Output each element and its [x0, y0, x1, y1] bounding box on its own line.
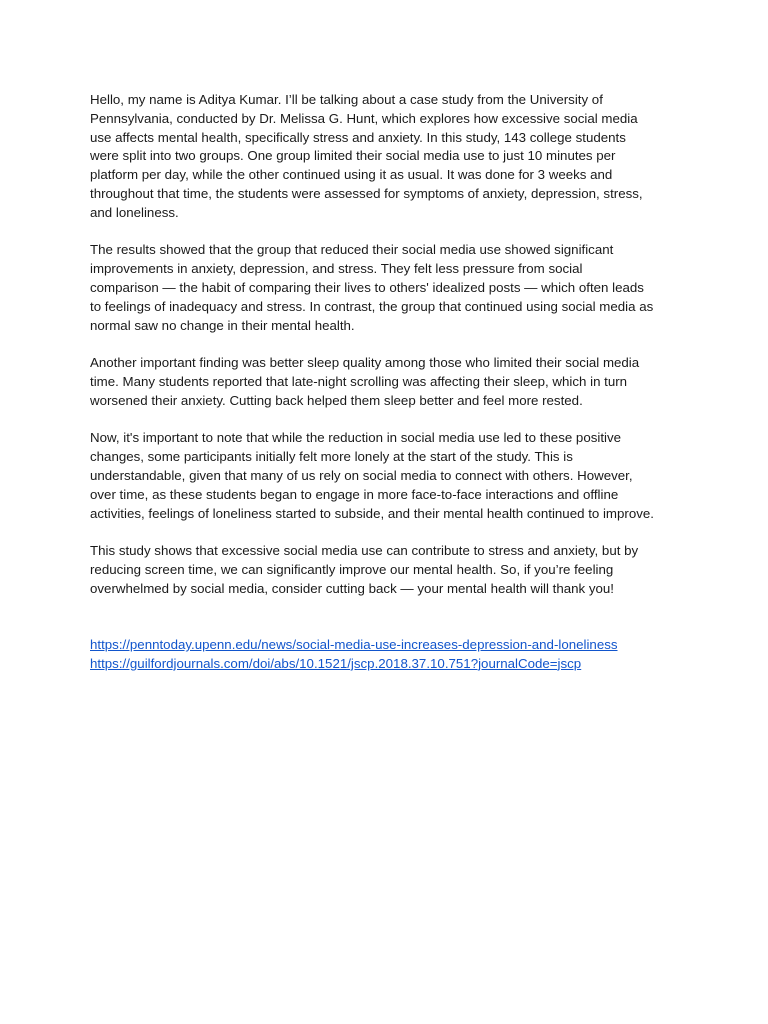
reference-links — [90, 636, 682, 674]
paragraph-results: The results showed that the group that reduced their social media use showed significant improvements in anxiety, depression, and stress. They felt less pressure from social comparison — the habit of comparing their lives to others' idealized posts — which often leads to feelings of inadequacy and stress. In contrast, the group that continued using social media as normal saw no change in their mental health. — [90, 242, 654, 333]
paragraph-conclusion: This study shows that excessive social media use can contribute to stress and anxiety, but by reducing screen time, we can significantly improve our mental health. So, if you’re feeling overwhelmed by social media, consider cutting back — your mental health will thank you! — [90, 543, 639, 596]
reference-link-guilford[interactable]: https://guilfordjournals.com/doi/abs/10.1521/jscp.2018.37.10.751?journalCode=jscp — [90, 655, 582, 671]
document-body — [90, 91, 682, 674]
paragraph-sleep: Another important finding was better sleep quality among those who limited their social media time. Many students reported that late-night scrolling was affecting their sleep, which in turn worsened their anxiety. Cutting back helped them sleep better and feel more rested. — [90, 355, 640, 408]
paragraph-loneliness: Now, it's important to note that while the reduction in social media use led to these positive changes, some participants initially felt more lonely at the start of the study. This is understandable, given that many of us rely on social media to connect with others. However, over time, as these students began to engage in more face-to-face interactions and offline activities, feelings of loneliness started to subside, and their mental health continued to improve. — [90, 430, 654, 521]
paragraph-intro: Hello, my name is Aditya Kumar. I’ll be talking about a case study from the University of Pennsylvania, conducted by Dr. Melissa G. Hunt, which explores how excessive social media use affects mental health, specifically stress and anxiety. In this study, 143 college students were split into two groups. One group limited their social media use to just 10 minutes per platform per day, while the other continued using it as usual. It was done for 3 weeks and throughout that time, the students were assessed for symptoms of anxiety, depression, stress, and loneliness. — [90, 92, 643, 220]
reference-link-penntoday[interactable]: https://penntoday.upenn.edu/news/social-media-use-increases-depression-and-loneliness — [90, 637, 618, 653]
